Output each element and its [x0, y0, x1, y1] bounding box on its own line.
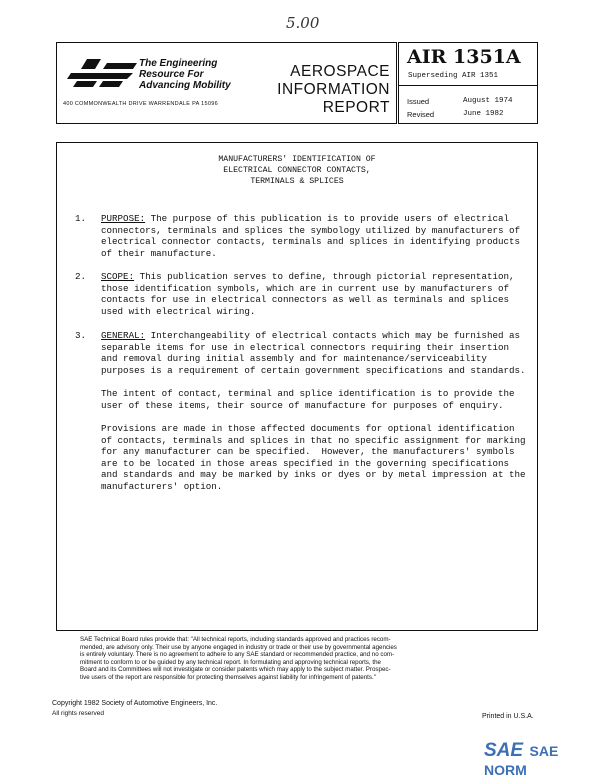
section-text: This publication serves to define, through pictorial representation, those identification symbols, which are in current use by manufacturers of contacts for use in electrical connectors as well as terminals and splices used with electrical wiring. — [101, 271, 515, 317]
report-type — [277, 63, 390, 117]
section-purpose — [101, 213, 520, 259]
copyright: Copyright 1982 Society of Automotive Engineers, Inc. — [52, 700, 218, 707]
sae-logo-icon — [67, 55, 139, 91]
address: 400 COMMONWEALTH DRIVE WARRENDALE PA 15096 — [63, 101, 218, 107]
watermark-text: SAE NORM — [484, 743, 559, 778]
section-scope — [101, 271, 515, 317]
issued-label: Issued — [407, 97, 430, 106]
section-general — [101, 330, 526, 376]
title-line: TERMINALS & SPLICES — [250, 177, 344, 186]
disclaimer: SAE Technical Board rules provide that: "All technical reports, including standards approved and practices recom- mended, are advisory only. Their use by anyone engaged in industry or trade or their use by governmental agencies is entirely voluntary. There is no agreement to adhere to any SAE standard or recommended practice, and no com- mitment to conform to or be guided by any technical report. In formulating and approving technical reports, the Board and its Committees will not investigate or consider patents which may apply to the subject matter. Prospec- tive users of the report are responsible for protecting themselves against liability for infringement of patents." — [80, 636, 397, 681]
revised-label: Revised — [407, 110, 435, 119]
section-heading: GENERAL: — [101, 330, 146, 341]
title-line: ELECTRICAL CONNECTOR CONTACTS, — [223, 166, 371, 175]
tagline-line: The Engineering — [139, 58, 218, 69]
section-text: The purpose of this publication is to provide users of electrical connectors, terminals and splices the symbology utilized by manufacturers of electrical connector contacts, terminals and splices in identifying products of their manufacture. — [101, 213, 521, 259]
report-type-line: AEROSPACE — [290, 63, 390, 80]
section-heading: SCOPE: — [101, 271, 135, 282]
superseding: Superseding AIR 1351 — [408, 72, 499, 80]
report-type-line: REPORT — [322, 99, 390, 116]
provisions-paragraph: Provisions are made in those affected documents for optional identification of contacts, terminals and splices in that no specific assignment for marking for any manufacturer can be specified. However, the manufacturers' symbols are to be located in those areas specified in the governing specifications and standards and may be marked by inks or dyes or by metal impression at the manufacturers' option. — [101, 423, 526, 492]
header-left-box — [56, 42, 397, 124]
section-number: 2. — [75, 271, 87, 282]
tagline — [139, 58, 231, 91]
doc-number: AIR 1351A — [407, 46, 521, 68]
section-number: 1. — [75, 213, 87, 224]
revised-date: June 1982 — [463, 110, 504, 118]
tagline-line: Resource For — [139, 69, 204, 80]
header-right-box — [398, 42, 538, 124]
tagline-line: Advancing Mobility — [139, 80, 231, 91]
section-text: Interchangeability of electrical contacts which may be furnished as separable items for use in electrical connectors requiring their insertion and removal during initial assembly and for maintenance/serviceability purposes is a requirement of certain government specifications and standards. — [101, 330, 526, 376]
handwritten-note: 5.00 — [286, 14, 320, 32]
section-number: 3. — [75, 330, 87, 341]
section-heading: PURPOSE: — [101, 213, 146, 224]
rights-reserved: All rights reserved — [52, 710, 105, 717]
body-frame — [56, 142, 538, 631]
intent-paragraph: The intent of contact, terminal and splice identification is to provide the user of these items, their source of manufacture for purposes of enquiry. — [101, 388, 515, 411]
doc-number-panel — [399, 43, 537, 86]
title-line: MANUFACTURERS' IDENTIFICATION OF — [218, 155, 376, 164]
printed-in: Printed in U.S.A. — [482, 713, 534, 720]
watermark-mark: SAE — [484, 740, 524, 761]
report-type-line: INFORMATION — [277, 81, 390, 98]
issued-date: August 1974 — [463, 97, 513, 105]
document-title — [57, 154, 537, 187]
sae-norm-watermark — [484, 740, 600, 780]
